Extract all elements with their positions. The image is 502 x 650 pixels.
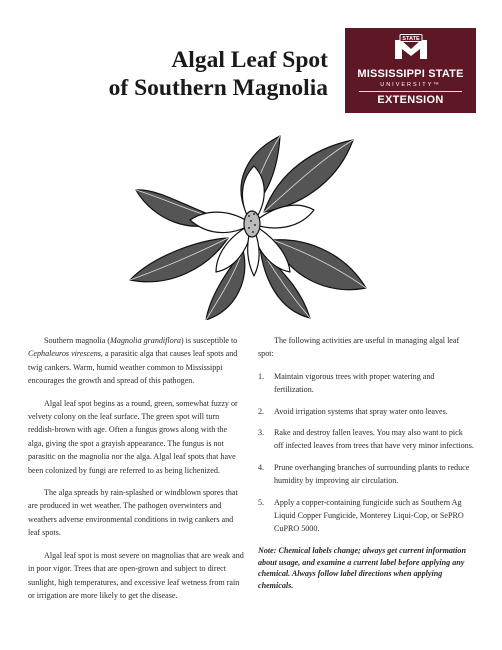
list-item: 1. Maintain vigorous trees with proper watering and fertilization. (258, 371, 435, 395)
logo-divider (359, 91, 462, 92)
magnolia-flower-center (244, 211, 260, 237)
list-item: 5. Apply a copper-containing fungicide such as Southern Ag Liquid Copper Fungicide, Monterey Liqui-Cop, or SePRO CuPRO 5000. (258, 497, 464, 534)
logo-university-label: UNIVERSITY™ (380, 82, 441, 88)
scientific-name: Magnolia grandiflora (110, 336, 181, 345)
chemical-label-note: Note: Chemical labels change; always get current information about usage, and examine a current label before applying any chemical. Always follow label directions when applying chemicals. (258, 546, 466, 590)
msu-m-logo-icon (393, 34, 429, 60)
magnolia-leaf (130, 238, 228, 282)
intro-paragraph: Southern magnolia (Magnolia grandiflora) is susceptible to Cephaleuros virescens, a parasitic alga that causes leaf spots and twig cankers. Warm, humid weather common to Mississippi encourages the growth and spread of this pathogen. (28, 336, 238, 386)
management-intro: The following activities are useful in managing algal leaf spot: (258, 336, 460, 359)
msu-extension-logo (345, 28, 476, 113)
management-steps-list (258, 370, 474, 536)
spread-paragraph: The alga spreads by rain-splashed or windblown spores that are produced in wet weather. The pathogen overwinters and weathers adverse environmental conditions in twig cankers and leaf spots. (28, 488, 238, 538)
severity-paragraph: Algal leaf spot is most severe on magnolias that are weak and in poor vigor. Trees that are open-grown and subject to direct sunlight, high temperatures, and excessive leaf wetness from rain or irrigation are more likely to get the disease. (28, 550, 244, 600)
logo-badge-text: STATE (402, 36, 420, 43)
magnolia-flower-illustration (128, 128, 378, 320)
left-column (28, 334, 244, 611)
logo-extension-label: EXTENSION (377, 94, 444, 106)
logo-university-name: MISSISSIPPI STATE (357, 68, 464, 80)
symptoms-paragraph: Algal leaf spot begins as a round, green, somewhat fuzzy or velvety colony on the leaf surface. The green spot will turn reddish-brown with age. Often a fungus grows along with the alga, giving the spot a grayish appearance. The fungus is not parasitic on the magnolia nor the alga. Algal leaf spots that have been colonized by fungi are referred to as being lichenized. (28, 398, 238, 475)
scientific-name: Cephaleuros virescens (28, 349, 101, 359)
title-line-2: of Southern Magnolia (108, 75, 328, 101)
page-title (96, 46, 328, 102)
list-item: 3. Rake and destroy fallen leaves. You may also want to pick off infected leaves from trees that have very minor infections. (258, 428, 474, 451)
title-line-1: Algal Leaf Spot (171, 47, 328, 73)
list-item: 2. Avoid irrigation systems that spray water onto leaves. (258, 406, 448, 416)
right-column (258, 334, 474, 544)
list-item: 4. Prune overhanging branches of surrounding plants to reduce humidity by improving air circulation. (258, 462, 470, 486)
